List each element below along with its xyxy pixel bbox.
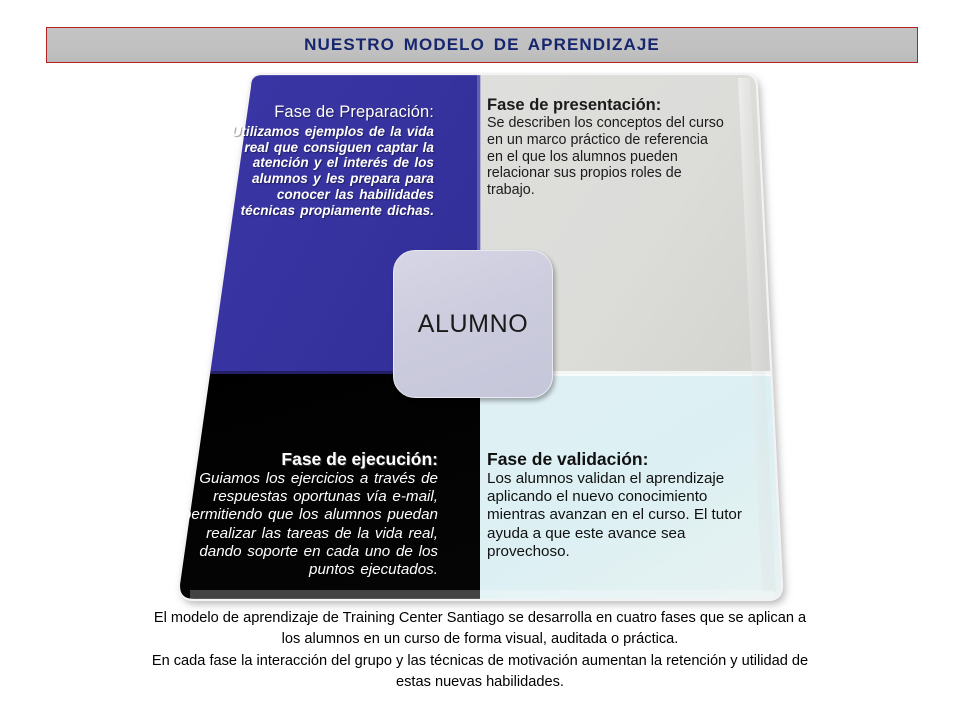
quadrant-ejecucion-heading: Fase de ejecución:	[281, 449, 438, 469]
quadrant-validacion-heading: Fase de validación:	[487, 449, 649, 469]
quadrant-ejecucion	[168, 450, 438, 579]
center-node-label: ALUMNO	[417, 309, 529, 338]
quadrant-ejecucion-body: Guiamos los ejercicios a través de respuestas oportunas vía e-mail, permitiendo que los alumnos puedan realizar las tareas de la vida real, dando soporte en cada uno de los puntos ejecutados.	[182, 469, 438, 579]
caption-line-2: los alumnos en un curso de forma visual, auditada o práctica.	[281, 631, 679, 648]
quadrant-presentacion	[487, 96, 725, 198]
caption-line-4: estas nuevas habilidades.	[396, 673, 564, 690]
quadrant-presentacion-heading: Fase de presentación:	[487, 96, 662, 114]
quadrant-presentacion-body: Se describen los conceptos del curso en un marco práctico de referencia en el que los alumnos pueden relacionar sus propios roles de trabajo.	[487, 115, 724, 198]
quadrant-preparacion	[222, 104, 434, 218]
caption-line-1: El modelo de aprendizaje de Training Center Santiago se desarrolla en cuatro fases que se aplican a	[153, 610, 807, 626]
bevel-bottom	[190, 590, 774, 600]
quadrant-validacion-body: Los alumnos validan el aprendizaje aplicando el nuevo conocimiento mientras avanzan en el curso. El tutor ayuda a que este avance sea provechoso.	[487, 469, 742, 560]
page-title: NUESTRO MODELO DE APRENDIZAJE	[304, 35, 660, 54]
diagram-caption	[40, 608, 920, 693]
caption-line-3: En cada fase la interacción del grupo y las técnicas de motivación aumentan la retención y utilidad de	[151, 652, 809, 669]
quadrant-preparacion-heading: Fase de Preparación:	[274, 103, 434, 121]
quadrant-preparacion-body: Utilizamos ejemplos de la vida real que consiguen captar la atención y el interés de los alumnos y les prepara para conocer las habilidades técnicas propiamente dichas.	[231, 123, 434, 218]
quadrant-validacion	[487, 450, 745, 561]
learning-model-diagram	[150, 72, 810, 612]
page-title-bar	[46, 27, 918, 63]
center-node-alumno	[393, 250, 553, 398]
